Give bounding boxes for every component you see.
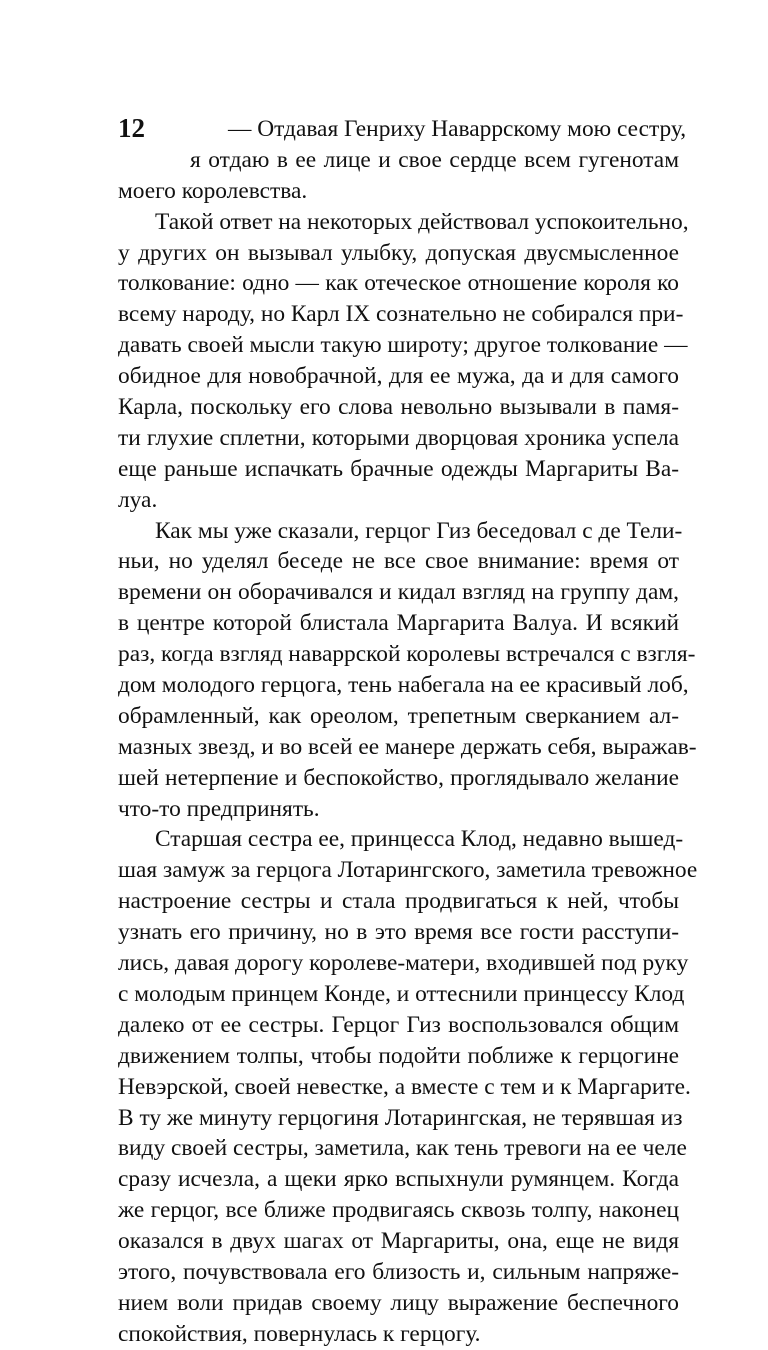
text-line: с молодым принцем Конде, и оттеснили принцессу Клод	[118, 980, 685, 1007]
paragraph	[118, 207, 689, 516]
text-line: еще раньше испачкать брачные одежды Маргариты Ва-	[118, 455, 679, 482]
text-line: лись, давая дорогу королеве-матери, входившей под руку	[118, 950, 689, 977]
text-line: шая замуж за герцога Лотарингского, заметила тревожное	[118, 857, 698, 884]
text-line: В ту же минуту герцогиня Лотарингская, не терявшая из	[118, 1104, 683, 1131]
text-line: этого, почувствовала его близость и, сильным напряже-	[118, 1258, 679, 1285]
text-line: я отдаю в ее лице и свое сердце всем гугенотам	[190, 146, 679, 173]
text-line: ньи, но уделял беседе не все свое внимание: время от	[118, 548, 679, 575]
text-line: мазных звезд, и во всей ее манере держать себя, выражав-	[118, 733, 697, 760]
text-line: что-то предпринять.	[118, 795, 320, 822]
text-line: Как мы уже сказали, герцог Гиз беседовал с де Тели-	[155, 517, 683, 544]
text-line: же герцог, все ближе продвигаясь сквозь толпу, наконец	[118, 1197, 679, 1224]
body-text	[118, 114, 698, 1350]
text-line: нием воли придав своему лицу выражение беспечного	[118, 1289, 679, 1316]
text-line: Старшая сестра ее, принцесса Клод, недавно вышед-	[155, 826, 684, 853]
text-line: движением толпы, чтобы подойти поближе к герцогине	[118, 1042, 679, 1069]
text-line: — Отдавая Генриху Наваррскому мою сестру,	[228, 116, 687, 142]
text-line: Невэрской, своей невестке, а вместе с тем и к Маргарите.	[118, 1073, 691, 1100]
text-line: луа.	[118, 486, 158, 513]
text-line: давать своей мысли такую широту; другое толкование —	[118, 332, 688, 359]
text-line: обрамленный, как ореолом, трепетным сверканием ал-	[118, 702, 679, 729]
text-line: обидное для новобрачной, для ее мужа, да и для самого	[118, 363, 679, 390]
text-line: оказался в двух шагах от Маргариты, она, еще не видя	[118, 1228, 679, 1255]
text-line: Такой ответ на некоторых действовал успокоительно,	[155, 208, 689, 235]
text-line: шей нетерпение и беспокойство, проглядывало желание	[118, 764, 679, 791]
text-line: всему народу, но Карл IX сознательно не собирался при-	[118, 301, 684, 328]
text-line: моего королевства.	[118, 177, 308, 204]
text-line: Карла, поскольку его слова невольно вызывали в памя-	[118, 394, 679, 421]
text-line: раз, когда взгляд наваррской королевы встречался с взгля-	[118, 641, 696, 668]
paragraph	[118, 824, 698, 1349]
text-line: далеко от ее сестры. Герцог Гиз воспользовался общим	[118, 1011, 679, 1038]
text-line: узнать его причину, но в это время все гости расступи-	[118, 919, 679, 946]
text-line: времени он оборачивался и кидал взгляд на группу дам,	[118, 579, 679, 606]
page-number: 12	[118, 113, 145, 143]
paragraph	[118, 516, 697, 825]
text-line: виду своей сестры, заметила, как тень тревоги на ее челе	[118, 1135, 687, 1162]
paragraph	[118, 114, 687, 207]
text-line: толкование: одно — как отеческое отношение короля ко	[118, 270, 679, 297]
text-line: дом молодого герцога, тень набегала на ее красивый лоб,	[118, 672, 689, 699]
text-line: ти глухие сплетни, которыми дворцовая хроника успела	[118, 424, 679, 451]
text-line: спокойствия, повернулась к герцогу.	[118, 1320, 481, 1347]
text-line: у других он вызывал улыбку, допуская двусмысленное	[118, 239, 679, 266]
text-line: сразу исчезла, а щеки ярко вспыхнули румянцем. Когда	[118, 1166, 679, 1193]
text-line: в центре которой блистала Маргарита Валуа. И всякий	[118, 610, 679, 637]
text-line: настроение сестры и стала продвигаться к ней, чтобы	[118, 888, 679, 915]
